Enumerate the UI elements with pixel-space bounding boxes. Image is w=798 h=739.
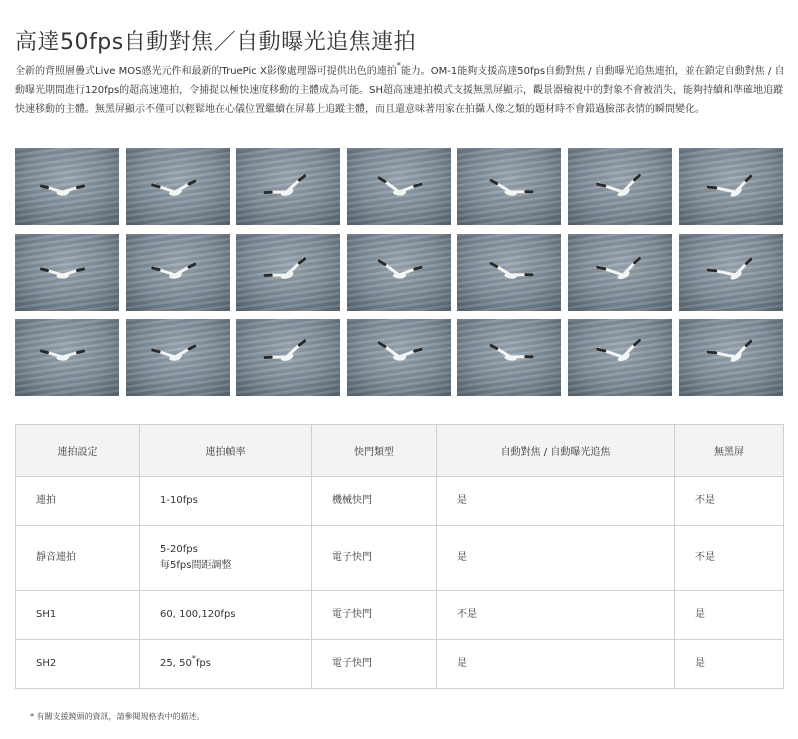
rate-value: 25, 50 [160,658,192,669]
seagull-in-flight-photo [236,319,340,396]
cell-mode: 靜音連拍 [16,526,140,591]
cell-mode: SH2 [16,640,140,689]
seagull-in-flight-photo [679,148,783,225]
rate-unit: fps [195,658,211,669]
seagull-shape [126,319,230,396]
seagull-shape [679,319,783,396]
seagull-shape [347,319,451,396]
intro-paragraph [15,62,785,119]
seagull-in-flight-photo [236,234,340,311]
header-frame-rate: 連拍幀率 [140,425,312,477]
seagull-in-flight-photo [126,148,230,225]
cell-mode: SH1 [16,591,140,640]
seagull-in-flight-photo [126,234,230,311]
header-af-ae-tracking: 自動對焦 / 自動曝光追焦 [437,425,675,477]
footnote: * 有關支援鏡頭的資訊，請參閱規格表中的描述。 [30,712,205,721]
seagull-shape [15,319,119,396]
seagull-shape [236,148,340,225]
seagull-in-flight-photo [15,148,119,225]
seagull-in-flight-photo [457,148,561,225]
cell-af: 是 [437,526,675,591]
seagull-in-flight-photo [568,234,672,311]
header-blackout-free: 無黑屏 [675,425,784,477]
seagull-shape [457,319,561,396]
table-row [16,591,784,640]
seagull-in-flight-photo [126,319,230,396]
cell-af: 是 [437,640,675,689]
seagull-in-flight-photo [236,148,340,225]
seagull-in-flight-photo [347,148,451,225]
seagull-in-flight-photo [347,319,451,396]
seagull-shape [347,148,451,225]
page-title: 高達50fps自動對焦／自動曝光追焦連拍 [15,29,417,55]
seagull-shape [15,234,119,311]
intro-text-part2: 能力。OM-1能夠支援高達50fps自動對焦 / 自動曝光追焦連拍，並在鎖定自動對焦 / 自動曝光期間進行120fps的超高速連拍，令捕捉以極快速度移動的主體成為可能。SH超高速連拍模式支援無黑屏顯示，觀景器檢視中的對象不會被消失，能夠持續和準確地追蹤快速移動的主體。無黑屏顯示不僅可以輕鬆地在心儀位置繼續在屏幕上追蹤主體，而且還意味著用家在拍攝人像之類的題材時不會錯過臉部表情的瞬間變化。 [15,66,785,115]
seagull-in-flight-photo [15,319,119,396]
seagull-shape [568,319,672,396]
cell-rate [140,591,312,640]
cell-shutter: 電子快門 [312,526,437,591]
rate-note: 每5fps間距調整 [160,560,232,571]
table-header-row [16,425,784,477]
table-row [16,526,784,591]
cell-af: 是 [437,477,675,526]
seagull-shape [15,148,119,225]
seagull-shape [236,319,340,396]
seagull-in-flight-photo [457,234,561,311]
rate-footnote-marker: * [191,654,196,663]
seagull-in-flight-photo [15,234,119,311]
cell-shutter: 電子快門 [312,640,437,689]
table-row [16,640,784,689]
seagull-in-flight-photo [457,319,561,396]
cell-shutter: 電子快門 [312,591,437,640]
rate-value: 60, 100,120fps [160,609,236,620]
seagull-in-flight-photo [568,319,672,396]
intro-footnote-marker: * [396,61,401,70]
seagull-shape [126,148,230,225]
seagull-shape [457,148,561,225]
cell-af: 不是 [437,591,675,640]
cell-shutter: 機械快門 [312,477,437,526]
cell-blackout: 不是 [675,477,784,526]
seagull-shape [126,234,230,311]
table-row [16,477,784,526]
burst-spec-table [15,424,784,689]
rate-value: 5-20fps [160,544,198,555]
cell-mode: 連拍 [16,477,140,526]
cell-blackout: 是 [675,640,784,689]
header-burst-setting: 連拍設定 [16,425,140,477]
seagull-in-flight-photo [568,148,672,225]
seagull-shape [457,234,561,311]
seagull-in-flight-photo [679,234,783,311]
cell-rate [140,526,312,591]
cell-rate [140,477,312,526]
seagull-in-flight-photo [679,319,783,396]
header-shutter-type: 快門類型 [312,425,437,477]
burst-photo-grid [15,148,783,396]
intro-text-part1: 全新的背照層疊式Live MOS感光元件和最新的TruePic X影像處理器可提供出色的連拍 [15,66,397,77]
cell-blackout: 是 [675,591,784,640]
cell-rate [140,640,312,689]
seagull-in-flight-photo [347,234,451,311]
rate-value: 1-10fps [160,495,198,506]
seagull-shape [568,148,672,225]
cell-blackout: 不是 [675,526,784,591]
seagull-shape [679,234,783,311]
seagull-shape [347,234,451,311]
seagull-shape [568,234,672,311]
seagull-shape [236,234,340,311]
seagull-shape [679,148,783,225]
